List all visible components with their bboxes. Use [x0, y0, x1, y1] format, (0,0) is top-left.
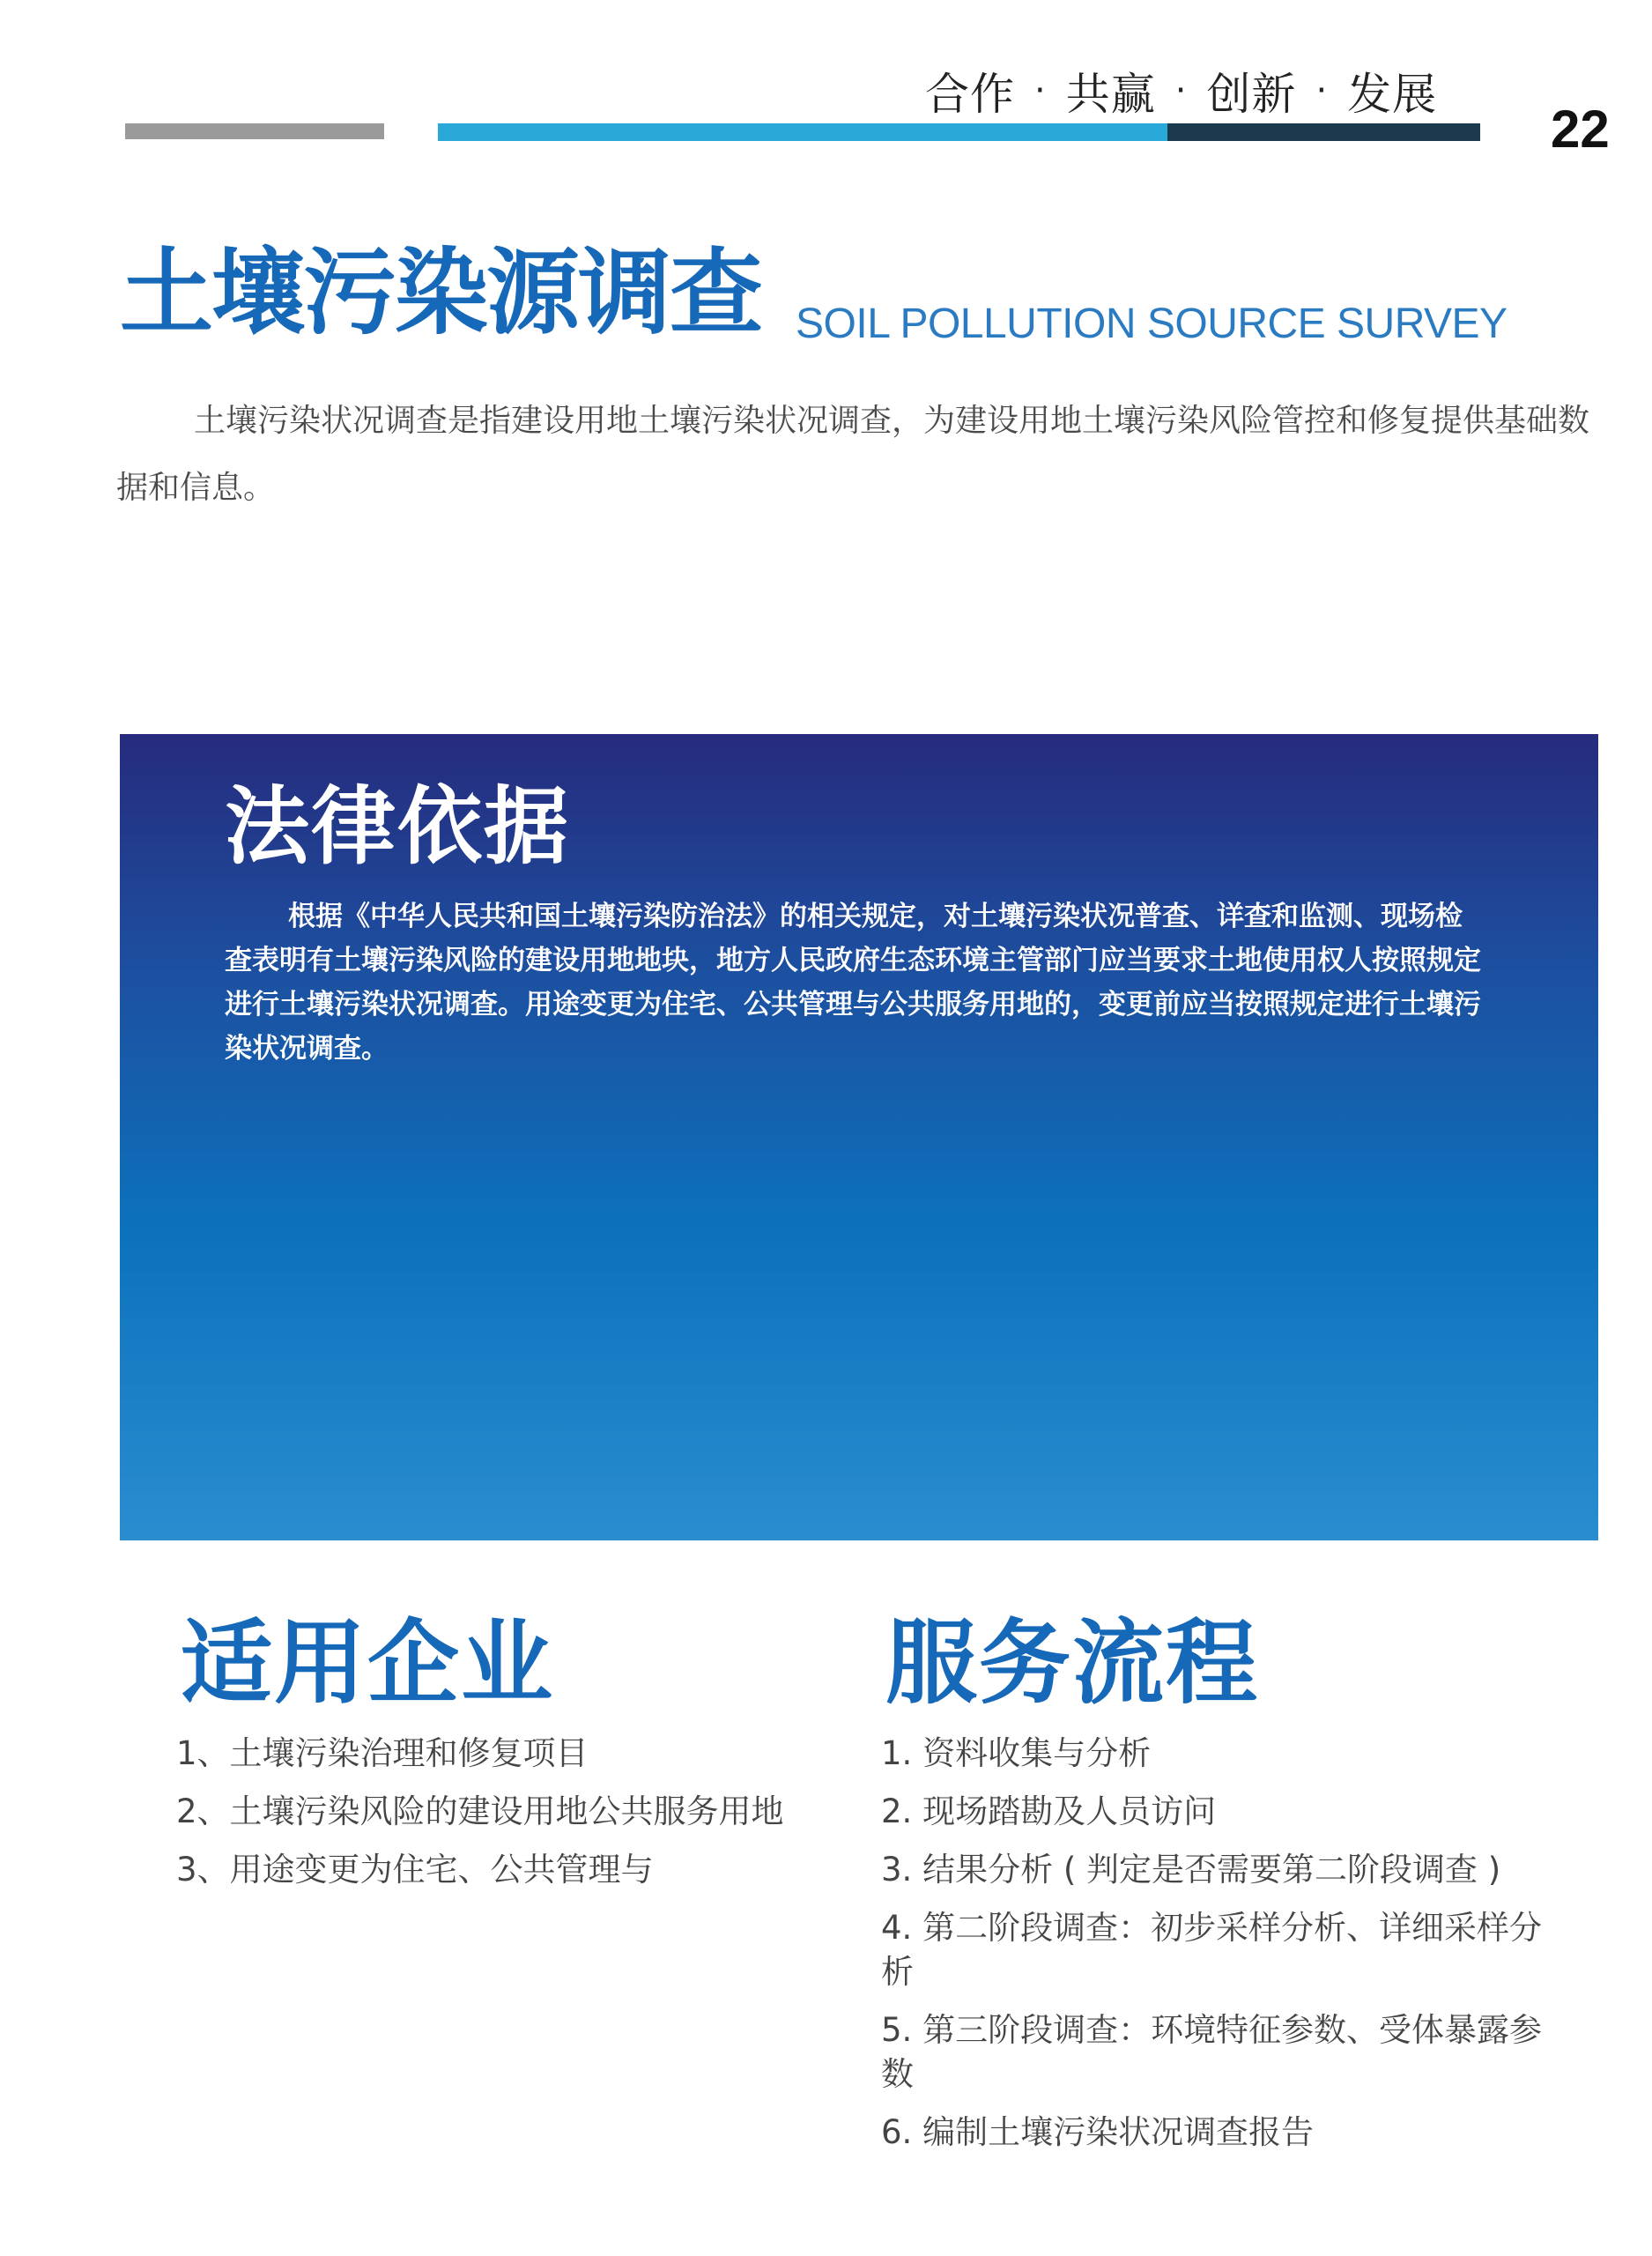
legal-basis-text: 根据《中华人民共和国土壤污染防治法》的相关规定，对土壤污染状况普查、详查和监测、现场检查表明有土壤污染风险的建设用地地块，地方人民政府生态环境主管部门应当要求土地使用权人按照规定进行土壤污染状况调查。用途变更为住宅、公共管理与公共服务用地的，变更前应当按照规定进行土壤污染状况调查。 [225, 901, 1481, 1065]
list-item: 2、土壤污染风险的建设用地公共服务用地 [176, 1792, 784, 1830]
legal-basis-title: 法律依据 [225, 777, 570, 876]
list-item: 2. 现场踏勘及人员访问 [881, 1792, 1217, 1830]
tagline-separator: · [1174, 70, 1188, 111]
tagline-separator: · [1034, 70, 1047, 111]
applicable-enterprises-list [176, 1732, 828, 1906]
page-number: 22 [1551, 100, 1610, 159]
intro-paragraph: 土壤污染状况调查是指建设用地土壤污染状况调查，为建设用地土壤污染风险管控和修复提供基础数据和信息。 [116, 403, 1590, 506]
tagline [925, 62, 1489, 120]
service-process-list [881, 1732, 1568, 2169]
applicable-enterprises-title: 适用企业 [181, 1609, 555, 1717]
header-bar-gray [125, 123, 384, 139]
list-item: 6. 编制土壤污染状况调查报告 [881, 2113, 1315, 2151]
service-process-title: 服务流程 [885, 1609, 1260, 1717]
list-item: 4. 第二阶段调查：初步采样分析、详细采样分析 [881, 1909, 1543, 1991]
header-bar-blue [438, 123, 1167, 141]
list-item: 1、土壤污染治理和修复项目 [176, 1734, 589, 1772]
tagline-word: 共赢 [1065, 69, 1156, 120]
header-bar-navy [1167, 123, 1480, 141]
list-item: 1. 资料收集与分析 [881, 1734, 1152, 1772]
list-item: 3、用途变更为住宅、公共管理与 [176, 1851, 654, 1889]
list-item: 5. 第三阶段调查：环境特征参数、受体暴露参数 [881, 2011, 1543, 2093]
tagline-separator: · [1315, 70, 1329, 111]
section-title: 土壤污染源调查 [120, 239, 761, 347]
tagline-word: 发展 [1347, 69, 1438, 120]
tagline-word: 合作 [925, 69, 1015, 120]
section-subtitle: SOIL POLLUTION SOURCE SURVEY [796, 301, 1508, 347]
list-item: 3. 结果分析 ( 判定是否需要第二阶段调查 ) [881, 1851, 1501, 1889]
tagline-word: 创新 [1206, 69, 1297, 120]
